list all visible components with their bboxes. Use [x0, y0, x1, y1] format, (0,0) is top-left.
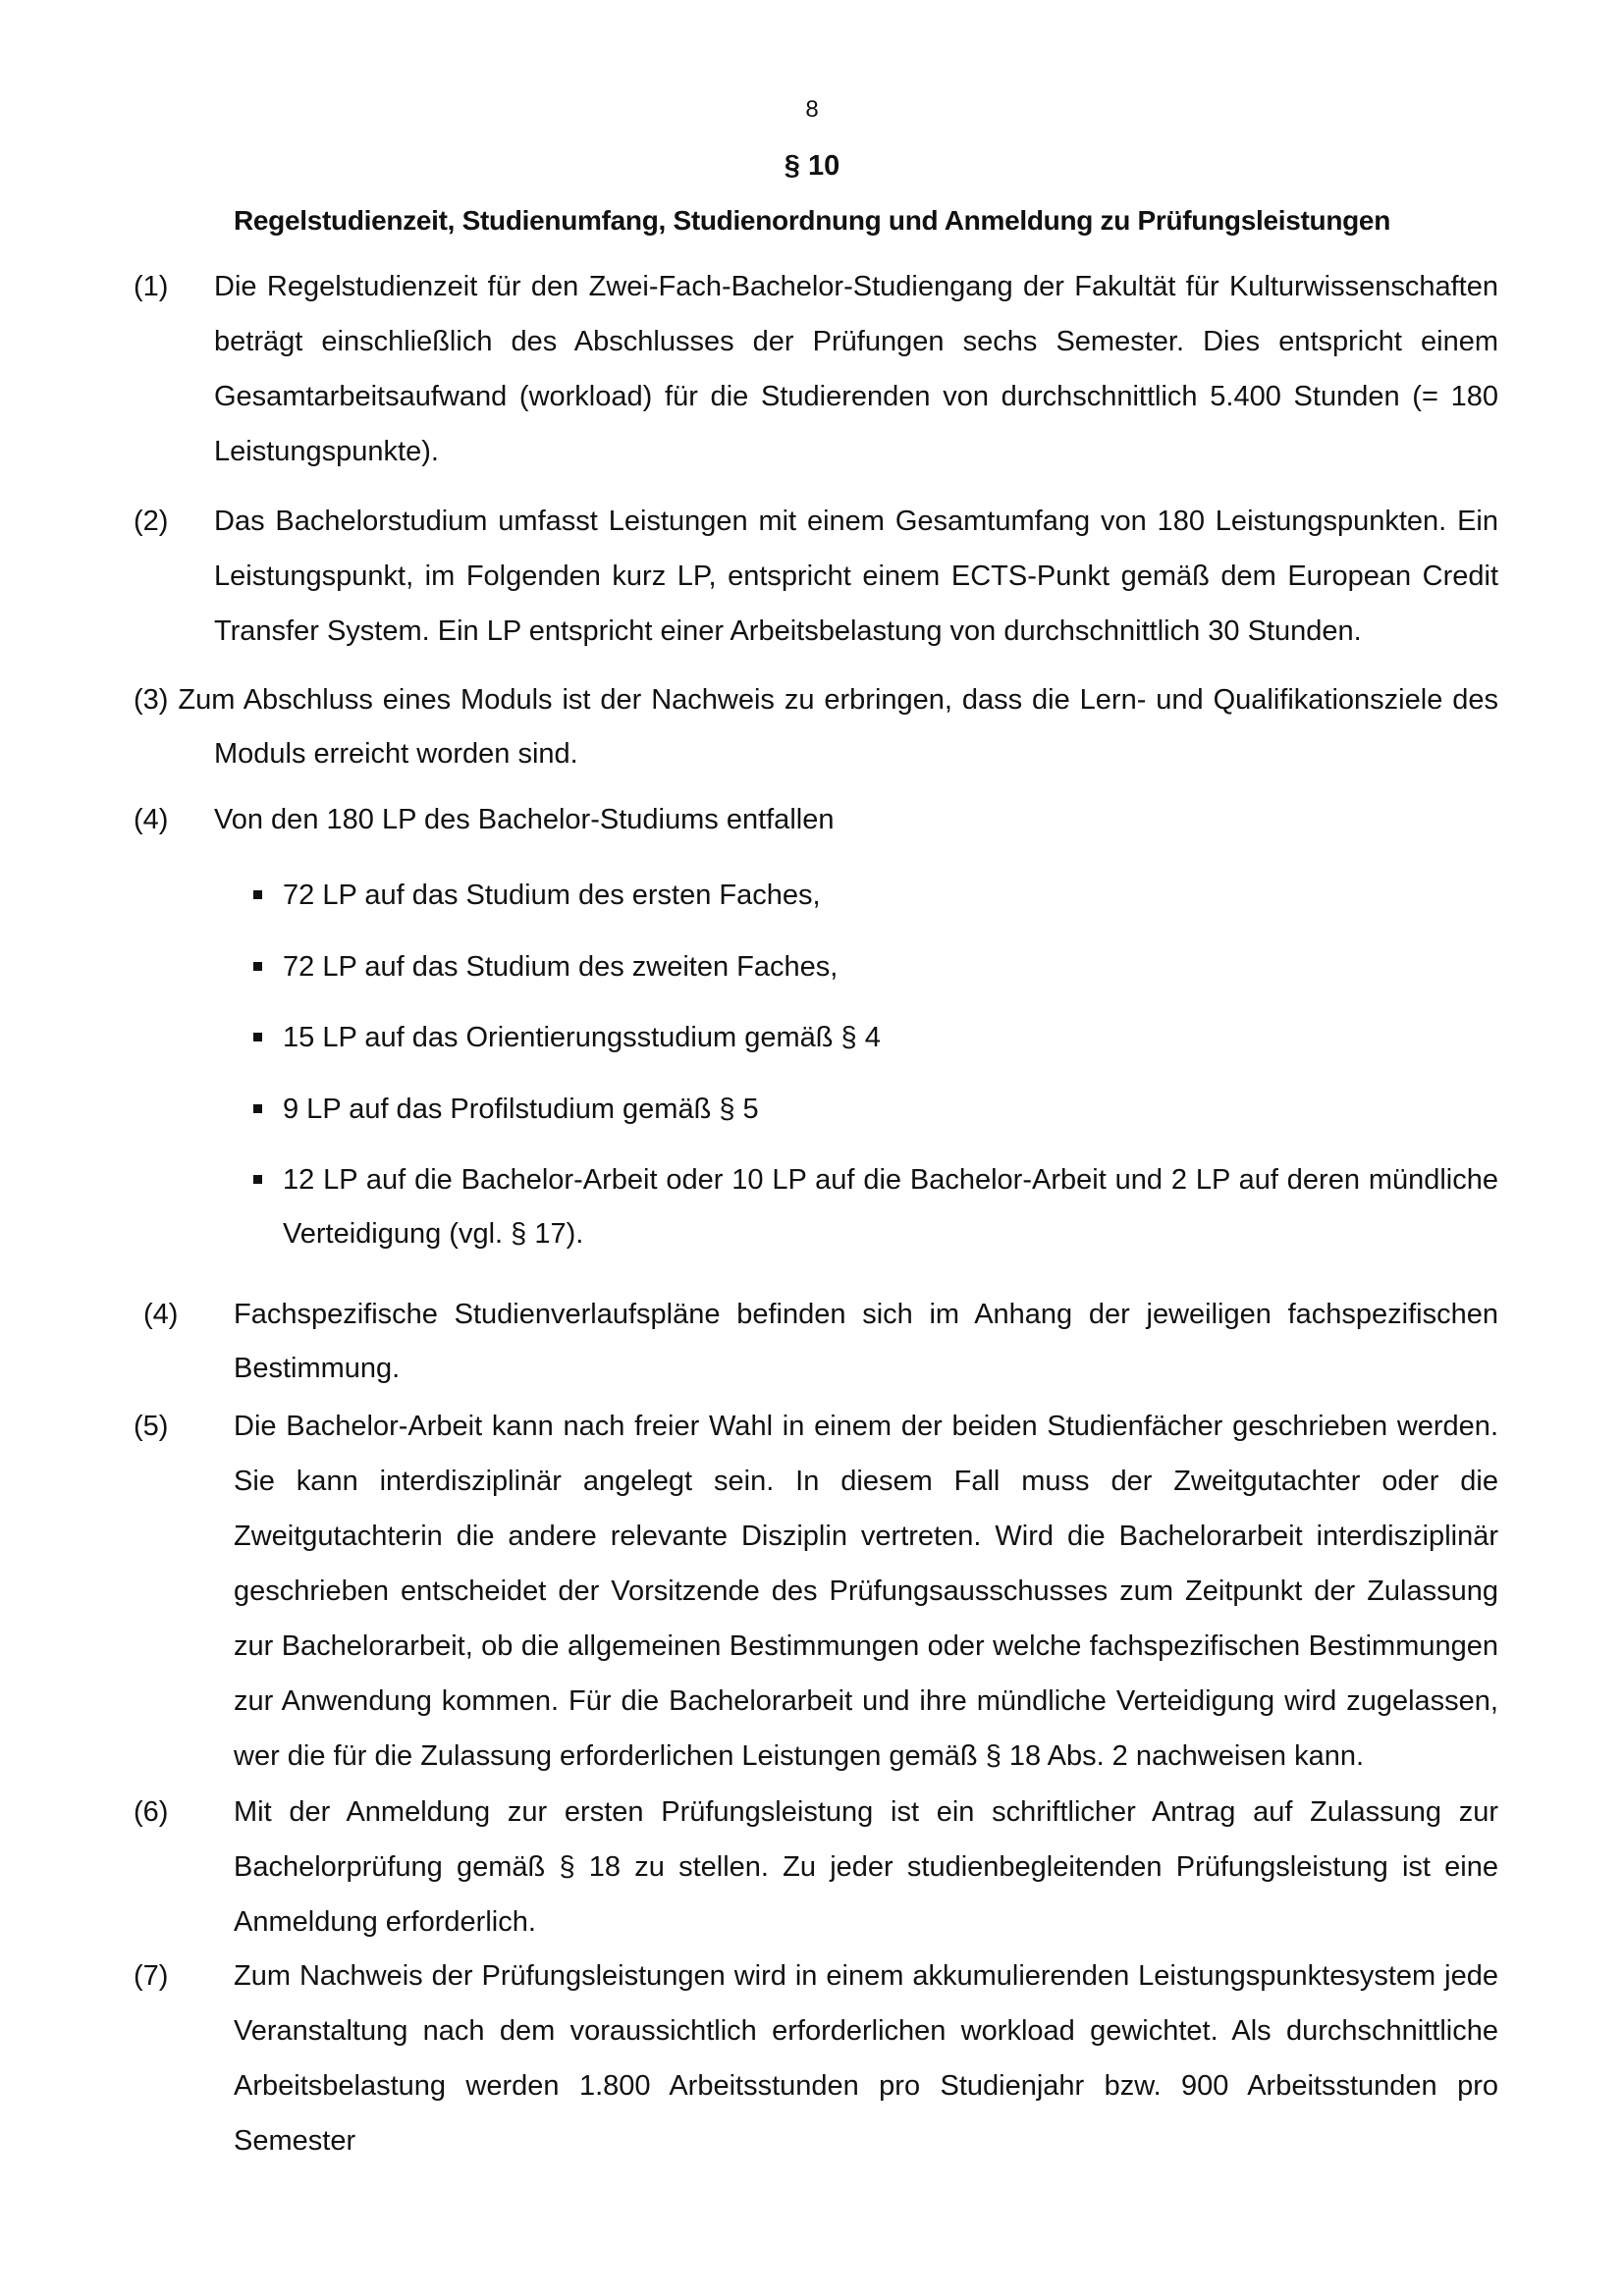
paragraph-text: Abschluss eines Moduls ist der Nachweis zu erbringen, dass die Lern- und Qualifikationsziele des: [243, 684, 1498, 716]
paragraph-number: (1): [134, 271, 169, 302]
paragraph-number: (5): [134, 1411, 169, 1442]
list-item: 72 LP auf das Studium des zweiten Faches,: [253, 940, 1498, 994]
paragraph-number: (2): [134, 506, 169, 537]
paragraph-7: [134, 1949, 1498, 2168]
paragraph-text: Von den 180 LP des Bachelor-Studiums entfallen: [214, 804, 835, 835]
list-item: 12 LP auf die Bachelor-Arbeit oder 10 LP auf die Bachelor-Arbeit und 2 LP auf deren mündliche Verteidigung (vgl. § 17).: [253, 1153, 1498, 1261]
list-item: 9 LP auf das Profilstudium gemäß § 5: [253, 1083, 1498, 1137]
paragraph-number: (4): [143, 1299, 179, 1330]
paragraph-number: (3) Zum: [134, 684, 236, 716]
page-number: 8: [805, 96, 819, 123]
paragraph-text: Mit der Anmeldung zur ersten Prüfungsleistung ist ein schriftlicher Antrag auf Zulassung zur Bachelorprüfung gemäß § 18 zu stellen. Zu jeder studienbegleitenden Prüfungsleistung ist eine Anmeldung erforderlich.: [234, 1796, 1498, 1938]
bullet-icon: [253, 1175, 262, 1184]
paragraph-number: (7): [134, 1960, 169, 1992]
paragraph-text: Zum Nachweis der Prüfungsleistungen wird in einem akkumulierenden Leistungspunktesystem jede Veranstaltung nach dem voraussichtlich erforderlichen workload gewichtet. Als durchschnittliche Arbeitsbelastung werden 1.800 Arbeitsstunden pro Studienjahr bzw. 900 Arbeitsstunden pro Semester: [234, 1960, 1498, 2157]
paragraph-first-line: [134, 673, 1498, 727]
paragraph-text: Das Bachelorstudium umfasst Leistungen mit einem Gesamtumfang von 180 Leistungspunkten. Ein Leistungspunkt, im Folgenden kurz LP, entspricht einem ECTS-Punkt gemäß dem European Credit Transfer System. Ein LP entspricht einer Arbeitsbelastung von durchschnittlich 30 Stunden.: [214, 506, 1498, 647]
bullet-icon: [253, 1104, 262, 1113]
paragraph-3: [134, 673, 1498, 781]
paragraph-1: [134, 259, 1498, 479]
bullet-icon: [253, 1033, 262, 1041]
paragraph-text: Die Bachelor-Arbeit kann nach freier Wahl in einem der beiden Studienfächer geschrieben werden. Sie kann interdisziplinär angelegt sein. In diesem Fall muss der Zweitgutachter oder die Zweitgutachterin die andere relevante Disziplin vertreten. Wird die Bachelorarbeit interdisziplinär geschrieben entscheidet der Vorsitzende des Prüfungsausschusses zum Zeitpunkt der Zulassung zur Bachelorarbeit, ob die allgemeinen Bestimmungen oder welche fachspezifischen Bestimmungen zur Anwendung kommen. Für die Bachelorarbeit und ihre mündliche Verteidigung wird zugelassen, wer die für die Zulassung erforderlichen Leistungen gemäß § 18 Abs. 2 nachweisen kann.: [234, 1411, 1498, 1772]
paragraph-number: (6): [134, 1796, 169, 1828]
paragraph-4b: [143, 1288, 1498, 1396]
paragraph-text: Fachspezifische Studienverlaufspläne befinden sich im Anhang der jeweiligen fachspezifischen Bestimmung.: [234, 1299, 1498, 1384]
list-item: 15 LP auf das Orientierungsstudium gemäß § 4: [253, 1011, 1498, 1065]
paragraph-5: [134, 1399, 1498, 1784]
paragraph-continuation: Moduls erreicht worden sind.: [214, 738, 578, 770]
bullet-icon: [253, 890, 262, 899]
paragraph-4: [134, 800, 1498, 839]
paragraph-number: (4): [134, 804, 169, 835]
paragraph-text: Die Regelstudienzeit für den Zwei-Fach-Bachelor-Studiengang der Fakultät für Kulturwissenschaften beträgt einschließlich des Abschlusses der Prüfungen sechs Semester. Dies entspricht einem Gesamtarbeitsaufwand (workload) für die Studierenden von durchschnittlich 5.400 Stunden (= 180 Leistungspunkte).: [214, 271, 1498, 467]
paragraph-2: [134, 494, 1498, 659]
paragraph-6: [134, 1785, 1498, 1949]
list-item: 72 LP auf das Studium des ersten Faches,: [253, 869, 1498, 923]
section-heading: § 10: [784, 150, 840, 182]
section-title: Regelstudienzeit, Studienumfang, Studienordnung und Anmeldung zu Prüfungsleistungen: [233, 205, 1391, 236]
bullet-icon: [253, 962, 262, 971]
